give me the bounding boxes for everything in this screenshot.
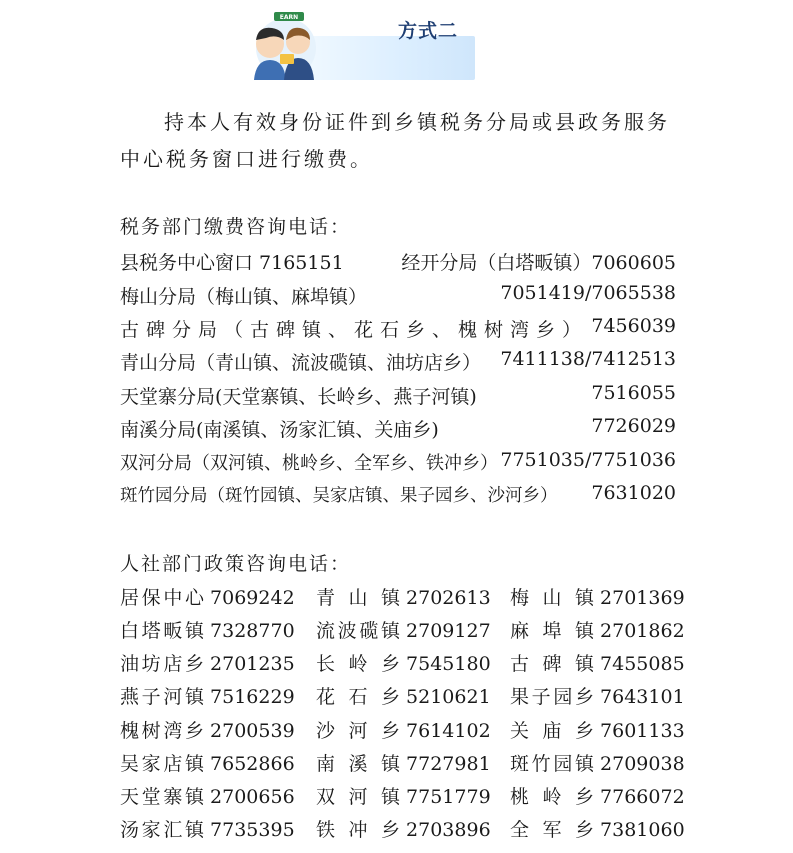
tax-row-office: 梅山分局（梅山镇、麻埠镇）: [120, 286, 368, 308]
contact-phone: 7751779: [406, 786, 491, 808]
contact-phone: 7455085: [600, 653, 685, 675]
contact-phone: 5210621: [406, 686, 491, 708]
contact-cell: [510, 782, 685, 809]
contact-phone: 2701235: [210, 653, 295, 675]
contact-cell: [510, 749, 685, 776]
contact-name: 居保中心: [120, 587, 204, 609]
badge-label: EARN: [279, 14, 299, 21]
tax-row: [120, 248, 676, 278]
contact-phone: 7735395: [210, 819, 295, 841]
tax-row-phone: 7516055: [591, 382, 676, 404]
social-row: [120, 815, 685, 845]
contact-name: 古碑镇: [510, 653, 594, 675]
contact-name: 南溪镇: [316, 753, 400, 775]
tax-row-office: 南溪分局(南溪镇、汤家汇镇、关庙乡): [120, 419, 439, 441]
people-illustration-icon: [250, 8, 320, 80]
contact-phone: 7614102: [406, 720, 491, 742]
contact-phone: 7328770: [210, 620, 295, 642]
contact-name: 果子园乡: [510, 686, 594, 708]
contact-phone: 2709038: [600, 753, 685, 775]
section-header: [250, 8, 475, 80]
contact-name: 铁冲乡: [316, 819, 400, 841]
tax-row-office: 双河分局（双河镇、桃岭乡、全军乡、铁冲乡）: [120, 453, 498, 474]
tax-row-phone: 7051419/7065538: [500, 282, 676, 304]
contact-phone: 7652866: [210, 753, 295, 775]
contact-cell: [316, 815, 491, 842]
contact-phone: 2703896: [406, 819, 491, 841]
contact-phone: 7381060: [600, 819, 685, 841]
tax-row: [120, 415, 676, 445]
contact-cell: [510, 682, 685, 709]
tax-row-office: 古碑分局（古碑镇、花石乡、槐树湾乡）: [120, 319, 589, 341]
contact-name: 花石乡: [316, 686, 400, 708]
tax-row-phone: 7751035/7751036: [500, 449, 676, 471]
contact-phone: 7601133: [600, 720, 685, 742]
contact-cell: [120, 616, 295, 643]
social-section-title: 人社部门政策咨询电话：: [120, 553, 352, 575]
contact-name: 沙河乡: [316, 720, 400, 742]
contact-cell: [120, 782, 295, 809]
contact-phone: 7643101: [600, 686, 685, 708]
contact-phone: 7727981: [406, 753, 491, 775]
contact-cell: [316, 583, 491, 610]
contact-name: 吴家店镇: [120, 753, 204, 775]
tax-row-office: 斑竹园分局（斑竹园镇、吴家店镇、果子园乡、沙河乡）: [120, 486, 558, 506]
contact-cell: [510, 649, 685, 676]
contact-cell: [316, 649, 491, 676]
contact-phone: 2701862: [600, 620, 685, 642]
tax-row: [120, 348, 676, 378]
tax-section-title: 税务部门缴费咨询电话：: [120, 216, 352, 238]
tax-row: [120, 382, 676, 412]
contact-name: 天堂寨镇: [120, 786, 204, 808]
tax-row-phone: 7456039: [591, 315, 676, 337]
contact-cell: [316, 749, 491, 776]
contact-phone: 2702613: [406, 587, 491, 609]
social-row: [120, 749, 685, 779]
contact-name: 白塔畈镇: [120, 620, 204, 642]
social-row: [120, 583, 685, 613]
contact-name: 燕子河镇: [120, 686, 204, 708]
contact-phone: 7545180: [406, 653, 491, 675]
contact-name: 流波𬒗镇: [316, 620, 400, 642]
intro-paragraph: 持本人有效身份证件到乡镇税务分局或县政务服务中心税务窗口进行缴费。: [120, 110, 670, 171]
contact-cell: [510, 583, 685, 610]
section-title: 方式二: [398, 20, 459, 42]
contact-cell: [510, 716, 685, 743]
contact-cell: [510, 616, 685, 643]
contact-cell: [120, 716, 295, 743]
contact-cell: [316, 716, 491, 743]
contact-cell: [120, 583, 295, 610]
tax-row: [120, 482, 676, 512]
contact-cell: [510, 815, 685, 842]
contact-name: 青山镇: [316, 587, 400, 609]
contact-name: 长岭乡: [316, 653, 400, 675]
social-row: [120, 616, 685, 646]
contact-name: 梅山镇: [510, 587, 594, 609]
contact-phone: 2700539: [210, 720, 295, 742]
contact-cell: [120, 649, 295, 676]
contact-name: 麻埠镇: [510, 620, 594, 642]
contact-phone: 7766072: [600, 786, 685, 808]
contact-phone: 7069242: [210, 587, 295, 609]
contact-name: 双河镇: [316, 786, 400, 808]
tax-row-office: 青山分局（青山镇、流波𬒗镇、油坊店乡）: [120, 352, 482, 374]
contact-cell: [120, 749, 295, 776]
tax-row-phone: 7631020: [591, 482, 676, 504]
contact-name: 桃岭乡: [510, 786, 594, 808]
tax-row-office: 县税务中心窗口 7165151: [120, 252, 344, 274]
contact-cell: [120, 682, 295, 709]
social-row: [120, 716, 685, 746]
contact-name: 关庙乡: [510, 720, 594, 742]
contact-cell: [316, 616, 491, 643]
contact-cell: [120, 815, 295, 842]
contact-phone: 2700656: [210, 786, 295, 808]
contact-name: 全军乡: [510, 819, 594, 841]
tax-row-office: 天堂寨分局(天堂寨镇、长岭乡、燕子河镇): [120, 386, 477, 408]
tax-row-phone: 7411138/7412513: [500, 348, 676, 370]
tax-row: [120, 315, 676, 345]
contact-phone: 2701369: [600, 587, 685, 609]
social-row: [120, 782, 685, 812]
tax-row-office-2: 经开分局（白塔畈镇）7060605: [401, 252, 676, 274]
social-row: [120, 649, 685, 679]
tax-row: [120, 449, 676, 479]
contact-name: 油坊店乡: [120, 653, 204, 675]
contact-name: 斑竹园镇: [510, 753, 594, 775]
contact-cell: [316, 682, 491, 709]
social-row: [120, 682, 685, 712]
contact-phone: 2709127: [406, 620, 491, 642]
tax-row: [120, 282, 676, 312]
tax-row-phone: 7726029: [591, 415, 676, 437]
contact-phone: 7516229: [210, 686, 295, 708]
contact-name: 汤家汇镇: [120, 819, 204, 841]
contact-name: 槐树湾乡: [120, 720, 204, 742]
contact-cell: [316, 782, 491, 809]
